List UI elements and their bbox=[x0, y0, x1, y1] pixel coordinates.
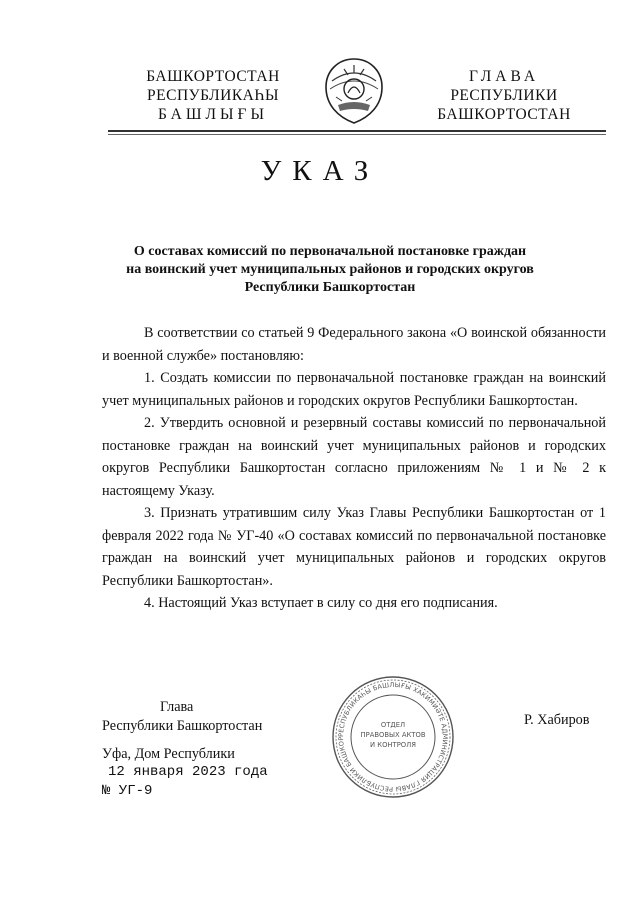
document-title: УКАЗ bbox=[260, 155, 380, 187]
item-2-paragraph: 2. Утвердить основной и резервный составы комиссий по первоначальной постановке граждан на воинский учет муниципальных районов и городских округов Республики Башкортостан согласно приложениям № 1 и № 2 к настоящему Указу. bbox=[102, 415, 606, 499]
item-1-paragraph: 1. Создать комиссии по первоначальной постановке граждан на воинский учет муниципальных районов и городских округов Республики Башкортостан. bbox=[102, 370, 606, 409]
signatory-name: Р. Хабиров bbox=[524, 712, 590, 728]
emblem-icon bbox=[318, 55, 390, 127]
stamp-center-line-3: И КОНТРОЛЯ bbox=[370, 741, 416, 749]
official-stamp bbox=[330, 674, 456, 800]
stamp-ring-text: РЕСПУБЛИКАҺЫ БАШЛЫҒЫ ХАКИМИӘТЕ АДМИНИСТРАЦИЯ ГЛАВЫ РЕСПУБЛИКИ БАШКОР bbox=[336, 680, 450, 794]
preamble-paragraph: В соответствии со статьей 9 Федерального закона «О воинской обязанности и военной службе» постановляю: bbox=[102, 325, 606, 364]
stamp-center-line-1: ОТДЕЛ bbox=[380, 721, 406, 729]
header-rule-thin bbox=[108, 134, 606, 135]
item-3-paragraph: 3. Признать утратившим силу Указ Главы Республики Башкортостан от 1 февраля 2022 года № УГ-40 «О составах комиссий по первоначальной постановке граждан на воинский учет муниципальных районов и городских округов Республики Башкортостан». bbox=[102, 505, 606, 589]
item-4-paragraph: 4. Настоящий Указ вступает в силу со дня его подписания. bbox=[144, 595, 498, 611]
place-of-signing: Уфа, Дом Республики bbox=[102, 746, 235, 762]
stamp-center-line-2: ПРАВОВЫХ АКТОВ bbox=[360, 731, 426, 739]
header-left-block bbox=[138, 67, 288, 124]
header-left-line-2: РЕСПУБЛИКАҺЫ bbox=[147, 87, 279, 104]
signature-position-line-2: Республики Башкортостан bbox=[102, 718, 263, 734]
signing-date: 12 января 2023 года bbox=[108, 764, 268, 780]
subject-line-1: О составах комиссий по первоначальной постановке граждан bbox=[133, 244, 527, 259]
decree-number: № УГ-9 bbox=[102, 783, 153, 799]
header-right-line-2: РЕСПУБЛИКИ bbox=[450, 87, 558, 104]
header-rule-thick bbox=[108, 130, 606, 132]
header-right-block bbox=[424, 67, 584, 124]
header-left-line-3: БАШЛЫҒЫ bbox=[157, 106, 269, 123]
header-left-line-1: БАШКОРТОСТАН bbox=[146, 68, 280, 85]
header-right-line-1: ГЛАВА bbox=[468, 68, 540, 85]
signature-position-line-1: Глава bbox=[160, 699, 194, 715]
header-right-line-3: БАШКОРТОСТАН bbox=[437, 106, 571, 123]
document-body bbox=[102, 322, 606, 615]
document-subject bbox=[120, 243, 540, 297]
subject-line-2: на воинский учет муниципальных районов и городских округов bbox=[126, 262, 534, 277]
subject-line-3: Республики Башкортостан bbox=[244, 280, 416, 295]
